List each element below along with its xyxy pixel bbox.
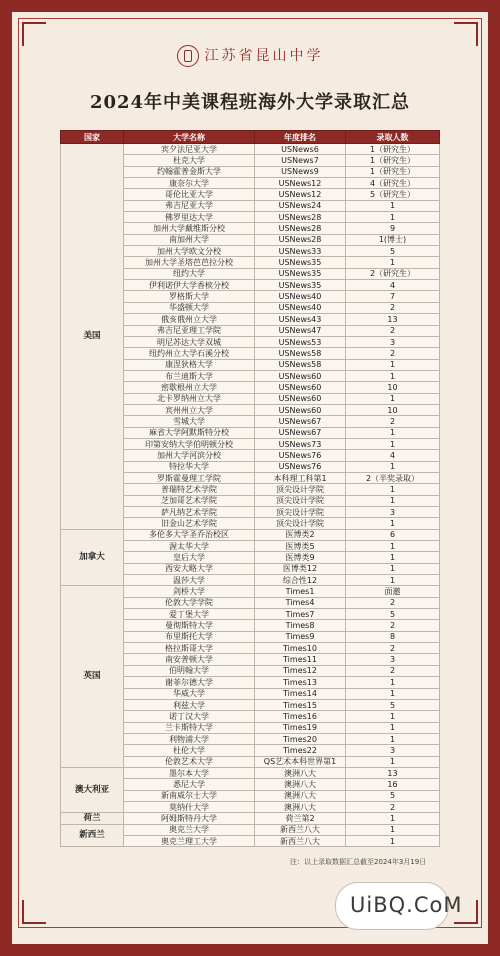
university-cell: 佛罗里达大学 [124, 212, 255, 223]
rank-cell: 澳洲八大 [255, 790, 346, 801]
rank-cell: 澳洲八大 [255, 767, 346, 778]
rank-cell: 本科理工科第1 [255, 472, 346, 483]
university-cell: 宾州州立大学 [124, 404, 255, 415]
rank-cell: 医博类9 [255, 552, 346, 563]
rank-cell: 澳洲八大 [255, 779, 346, 790]
university-cell: 南安普顿大学 [124, 654, 255, 665]
count-cell: 1 [346, 257, 440, 268]
count-cell: 1 [346, 677, 440, 688]
col-header-count: 录取人数 [346, 131, 440, 144]
rank-cell: USNews9 [255, 166, 346, 177]
university-cell: 布里斯托大学 [124, 631, 255, 642]
count-cell: 8 [346, 631, 440, 642]
rank-cell: 综合性12 [255, 575, 346, 586]
count-cell: 1 [346, 824, 440, 835]
watermark-logo: UiBQ.CoM [350, 893, 463, 917]
rank-cell: 新西兰八大 [255, 824, 346, 835]
count-cell: 2 [346, 665, 440, 676]
rank-cell: USNews12 [255, 178, 346, 189]
university-cell: 纽约大学 [124, 268, 255, 279]
rank-cell: USNews24 [255, 200, 346, 211]
count-cell: 1 [346, 461, 440, 472]
count-cell: 9 [346, 223, 440, 234]
university-cell: 弗吉尼亚大学 [124, 200, 255, 211]
university-cell: 奥克兰大学 [124, 824, 255, 835]
rank-cell: USNews47 [255, 325, 346, 336]
rank-cell: USNews58 [255, 348, 346, 359]
rank-cell: 医博类12 [255, 563, 346, 574]
university-cell: 芝加哥艺术学院 [124, 495, 255, 506]
university-cell: 印第安纳大学伯明顿分校 [124, 438, 255, 449]
country-cell: 澳大利亚 [61, 767, 124, 812]
table-row [61, 144, 440, 155]
count-cell: 1 [346, 813, 440, 824]
university-cell: 麻省大学阿默斯特分校 [124, 427, 255, 438]
rank-cell: Times9 [255, 631, 346, 642]
count-cell: 2（研究生） [346, 268, 440, 279]
col-header-country: 国家 [61, 131, 124, 144]
count-cell: 1 [346, 393, 440, 404]
corner-ornament [22, 900, 46, 924]
rank-cell: USNews33 [255, 246, 346, 257]
page-title: 2024年中美课程班海外大学录取汇总 [89, 92, 411, 113]
rank-cell: USNews60 [255, 370, 346, 381]
school-header [0, 45, 500, 67]
rank-cell: USNews35 [255, 257, 346, 268]
count-cell: 1 [346, 200, 440, 211]
university-cell: 谢菲尔德大学 [124, 677, 255, 688]
count-cell: 4 [346, 280, 440, 291]
count-cell: 2 [346, 801, 440, 812]
university-cell: 新南威尔士大学 [124, 790, 255, 801]
university-cell: 雪城大学 [124, 416, 255, 427]
table-row [61, 767, 440, 778]
university-cell: 弗吉尼亚理工学院 [124, 325, 255, 336]
country-cell: 英国 [61, 586, 124, 768]
count-cell: 1 [346, 370, 440, 381]
count-cell: 1 [346, 575, 440, 586]
rank-cell: Times12 [255, 665, 346, 676]
count-cell: 3 [346, 507, 440, 518]
count-cell: 2（半奖录取） [346, 472, 440, 483]
table-row [61, 529, 440, 540]
university-cell: 墨尔本大学 [124, 767, 255, 778]
rank-cell: USNews40 [255, 291, 346, 302]
count-cell: 3 [346, 336, 440, 347]
university-cell: 诺丁汉大学 [124, 711, 255, 722]
university-cell: 明尼苏达大学双城 [124, 336, 255, 347]
university-cell: 悉尼大学 [124, 779, 255, 790]
university-cell: 特拉华大学 [124, 461, 255, 472]
count-cell: 10 [346, 382, 440, 393]
count-cell: 1 [346, 438, 440, 449]
school-name: 江苏省昆山中学 [204, 48, 324, 64]
university-cell: 加州大学河滨分校 [124, 450, 255, 461]
university-cell: 爱丁堡大学 [124, 609, 255, 620]
count-cell: 2 [346, 643, 440, 654]
university-cell: 杜克大学 [124, 155, 255, 166]
university-cell: 俄亥俄州立大学 [124, 314, 255, 325]
count-cell: 2 [346, 348, 440, 359]
rank-cell: USNews76 [255, 450, 346, 461]
count-cell: 10 [346, 404, 440, 415]
rank-cell: 澳洲八大 [255, 801, 346, 812]
admission-table [60, 130, 440, 847]
university-cell: 哥伦比亚大学 [124, 189, 255, 200]
rank-cell: Times16 [255, 711, 346, 722]
count-cell: 1 [346, 427, 440, 438]
count-cell: 1 [346, 711, 440, 722]
university-cell: 加州大学圣塔芭芭拉分校 [124, 257, 255, 268]
count-cell: 4 [346, 450, 440, 461]
university-cell: 萨凡纳艺术学院 [124, 507, 255, 518]
university-cell: 罗斯霍曼理工学院 [124, 472, 255, 483]
count-cell: 1 [346, 552, 440, 563]
count-cell: 2 [346, 620, 440, 631]
rank-cell: USNews58 [255, 359, 346, 370]
rank-cell: Times15 [255, 699, 346, 710]
count-cell: 1 [346, 212, 440, 223]
count-cell: 2 [346, 325, 440, 336]
count-cell: 2 [346, 416, 440, 427]
rank-cell: 新西兰八大 [255, 835, 346, 846]
count-cell: 5 [346, 246, 440, 257]
university-cell: 兰卡斯特大学 [124, 722, 255, 733]
count-cell: 5（研究生） [346, 189, 440, 200]
rank-cell: USNews60 [255, 404, 346, 415]
university-cell: 加州大学欧文分校 [124, 246, 255, 257]
rank-cell: Times10 [255, 643, 346, 654]
corner-ornament [22, 22, 46, 46]
rank-cell: Times4 [255, 597, 346, 608]
rank-cell: USNews28 [255, 223, 346, 234]
rank-cell: Times19 [255, 722, 346, 733]
count-cell: 面邀 [346, 586, 440, 597]
country-cell: 新西兰 [61, 824, 124, 847]
country-cell: 荷兰 [61, 813, 124, 824]
rank-cell: Times14 [255, 688, 346, 699]
rank-cell: QS艺术本科世界第1 [255, 756, 346, 767]
university-cell: 约翰霍普金斯大学 [124, 166, 255, 177]
rank-cell: USNews60 [255, 382, 346, 393]
university-cell: 布兰迪斯大学 [124, 370, 255, 381]
rank-cell: USNews60 [255, 393, 346, 404]
university-cell: 西安大略大学 [124, 563, 255, 574]
university-cell: 利物浦大学 [124, 733, 255, 744]
university-cell: 旧金山艺术学院 [124, 518, 255, 529]
rank-cell: USNews35 [255, 280, 346, 291]
rank-cell: 医博类5 [255, 541, 346, 552]
university-cell: 多伦多大学圣乔治校区 [124, 529, 255, 540]
university-cell: 北卡罗纳州立大学 [124, 393, 255, 404]
university-cell: 纽约州立大学石溪分校 [124, 348, 255, 359]
university-cell: 罗格斯大学 [124, 291, 255, 302]
university-cell: 南加州大学 [124, 234, 255, 245]
university-cell: 伊利诺伊大学香槟分校 [124, 280, 255, 291]
rank-cell: USNews7 [255, 155, 346, 166]
count-cell: 5 [346, 609, 440, 620]
count-cell: 3 [346, 654, 440, 665]
table-row [61, 824, 440, 835]
count-cell: 2 [346, 302, 440, 313]
university-cell: 密歇根州立大学 [124, 382, 255, 393]
university-cell: 普瑞特艺术学院 [124, 484, 255, 495]
country-cell: 美国 [61, 144, 124, 530]
count-cell: 1 [346, 835, 440, 846]
rank-cell: Times7 [255, 609, 346, 620]
university-cell: 剑桥大学 [124, 586, 255, 597]
university-cell: 格拉斯哥大学 [124, 643, 255, 654]
rank-cell: Times13 [255, 677, 346, 688]
rank-cell: USNews67 [255, 427, 346, 438]
university-cell: 利兹大学 [124, 699, 255, 710]
rank-cell: 顶尖设计学院 [255, 507, 346, 518]
rank-cell: 顶尖设计学院 [255, 495, 346, 506]
rank-cell: USNews53 [255, 336, 346, 347]
rank-cell: Times1 [255, 586, 346, 597]
table-body [61, 144, 440, 847]
rank-cell: 荷兰第2 [255, 813, 346, 824]
col-header-rank: 年度排名 [255, 131, 346, 144]
count-cell: 1 [346, 359, 440, 370]
university-cell: 康涅狄格大学 [124, 359, 255, 370]
count-cell: 1（研究生） [346, 155, 440, 166]
university-cell: 伯明翰大学 [124, 665, 255, 676]
count-cell: 6 [346, 529, 440, 540]
rank-cell: USNews6 [255, 144, 346, 155]
rank-cell: USNews28 [255, 234, 346, 245]
table-row [61, 586, 440, 597]
count-cell: 1(博士) [346, 234, 440, 245]
rank-cell: Times11 [255, 654, 346, 665]
rank-cell: 顶尖设计学院 [255, 518, 346, 529]
country-cell: 加拿大 [61, 529, 124, 586]
rank-cell: USNews73 [255, 438, 346, 449]
university-cell: 伦敦艺术大学 [124, 756, 255, 767]
table-header-row [61, 131, 440, 144]
university-cell: 杜伦大学 [124, 745, 255, 756]
count-cell: 1 [346, 756, 440, 767]
col-header-university: 大学名称 [124, 131, 255, 144]
count-cell: 1 [346, 484, 440, 495]
count-cell: 4（研究生） [346, 178, 440, 189]
university-cell: 加州大学戴维斯分校 [124, 223, 255, 234]
count-cell: 1 [346, 722, 440, 733]
university-cell: 曼彻斯特大学 [124, 620, 255, 631]
rank-cell: Times22 [255, 745, 346, 756]
rank-cell: USNews12 [255, 189, 346, 200]
university-cell: 莫纳什大学 [124, 801, 255, 812]
university-cell: 华威大学 [124, 688, 255, 699]
count-cell: 1 [346, 495, 440, 506]
corner-ornament [454, 22, 478, 46]
count-cell: 1 [346, 518, 440, 529]
count-cell: 1 [346, 541, 440, 552]
count-cell: 5 [346, 790, 440, 801]
university-cell: 阿姆斯特丹大学 [124, 813, 255, 824]
count-cell: 5 [346, 699, 440, 710]
rank-cell: USNews35 [255, 268, 346, 279]
rank-cell: 医博类2 [255, 529, 346, 540]
count-cell: 2 [346, 597, 440, 608]
rank-cell: USNews40 [255, 302, 346, 313]
count-cell: 1（研究生） [346, 166, 440, 177]
count-cell: 13 [346, 767, 440, 778]
university-cell: 宾夕法尼亚大学 [124, 144, 255, 155]
footnote: 注：以上录取数据汇总截至2024年3月19日 [290, 858, 427, 866]
table-row [61, 813, 440, 824]
university-cell: 伦敦大学学院 [124, 597, 255, 608]
rank-cell: USNews28 [255, 212, 346, 223]
rank-cell: USNews43 [255, 314, 346, 325]
rank-cell: Times8 [255, 620, 346, 631]
rank-cell: USNews76 [255, 461, 346, 472]
count-cell: 16 [346, 779, 440, 790]
count-cell: 1 [346, 563, 440, 574]
rank-cell: USNews67 [255, 416, 346, 427]
university-cell: 康奈尔大学 [124, 178, 255, 189]
rank-cell: 顶尖设计学院 [255, 484, 346, 495]
rank-cell: Times20 [255, 733, 346, 744]
school-seal-icon [177, 45, 199, 67]
count-cell: 3 [346, 745, 440, 756]
university-cell: 华盛顿大学 [124, 302, 255, 313]
university-cell: 奥克兰理工大学 [124, 835, 255, 846]
university-cell: 皇后大学 [124, 552, 255, 563]
count-cell: 1（研究生） [346, 144, 440, 155]
university-cell: 温莎大学 [124, 575, 255, 586]
university-cell: 渥太华大学 [124, 541, 255, 552]
count-cell: 1 [346, 733, 440, 744]
count-cell: 7 [346, 291, 440, 302]
count-cell: 1 [346, 688, 440, 699]
count-cell: 13 [346, 314, 440, 325]
